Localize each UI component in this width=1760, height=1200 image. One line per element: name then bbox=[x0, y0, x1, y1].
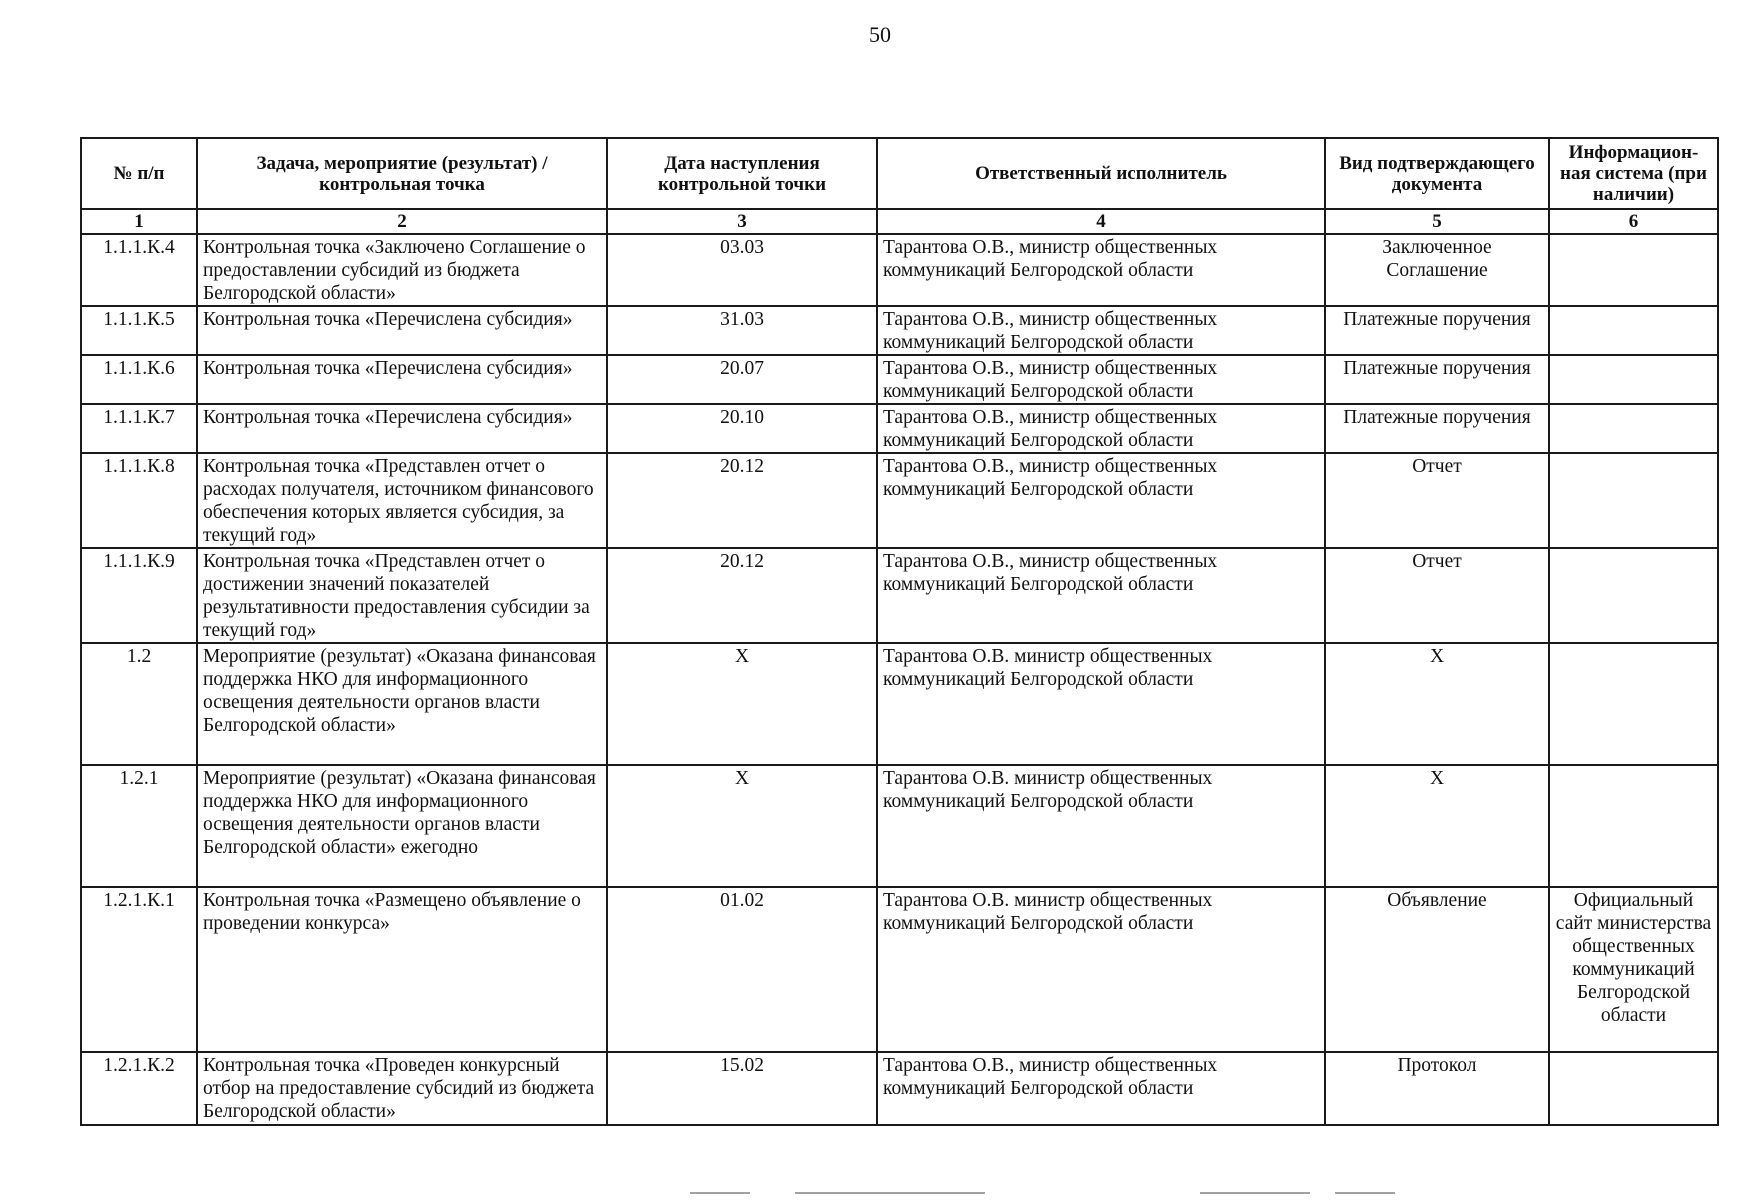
row-number: 1.1.1.К.5 bbox=[81, 306, 197, 355]
table-row bbox=[81, 1052, 1718, 1125]
row-document: Платежные поручения bbox=[1325, 404, 1549, 453]
row-date: 20.12 bbox=[607, 453, 877, 548]
row-task: Контрольная точка «Перечислена субсидия» bbox=[197, 355, 607, 404]
row-document: Объявление bbox=[1325, 887, 1549, 1052]
header-num: № п/п bbox=[81, 138, 197, 209]
row-date: Х bbox=[607, 643, 877, 765]
row-system: Официальный сайт министерства общественных коммуникаций Белгородской области bbox=[1549, 887, 1718, 1052]
row-system bbox=[1549, 355, 1718, 404]
row-system bbox=[1549, 453, 1718, 548]
row-date: 20.12 bbox=[607, 548, 877, 643]
row-system bbox=[1549, 765, 1718, 887]
column-number: 4 bbox=[877, 209, 1325, 234]
row-task: Контрольная точка «Размещено объявление о проведении конкурса» bbox=[197, 887, 607, 1052]
row-task: Контрольная точка «Заключено Соглашение о предоставлении субсидий из бюджета Белгородской области» bbox=[197, 234, 607, 306]
row-document: Платежные поручения bbox=[1325, 306, 1549, 355]
row-date: 03.03 bbox=[607, 234, 877, 306]
row-number: 1.1.1.К.8 bbox=[81, 453, 197, 548]
row-system bbox=[1549, 404, 1718, 453]
row-executor: Тарантова О.В. министр общественных коммуникаций Белгородской области bbox=[877, 765, 1325, 887]
row-system bbox=[1549, 234, 1718, 306]
header-executor: Ответственный исполнитель bbox=[877, 138, 1325, 209]
column-number: 2 bbox=[197, 209, 607, 234]
table-row bbox=[81, 887, 1718, 1052]
row-executor: Тарантова О.В. министр общественных коммуникаций Белгородской области bbox=[877, 643, 1325, 765]
row-system bbox=[1549, 548, 1718, 643]
row-document: Х bbox=[1325, 765, 1549, 887]
row-number: 1.2.1 bbox=[81, 765, 197, 887]
row-executor: Тарантова О.В., министр общественных коммуникаций Белгородской области bbox=[877, 234, 1325, 306]
row-date: 20.10 bbox=[607, 404, 877, 453]
row-executor: Тарантова О.В., министр общественных коммуникаций Белгородской области bbox=[877, 355, 1325, 404]
table-row bbox=[81, 404, 1718, 453]
row-date: Х bbox=[607, 765, 877, 887]
header-date: Дата наступления контрольной точки bbox=[607, 138, 877, 209]
row-number: 1.1.1.К.6 bbox=[81, 355, 197, 404]
column-number-row bbox=[81, 209, 1718, 234]
row-system bbox=[1549, 306, 1718, 355]
row-number: 1.2.1.К.2 bbox=[81, 1052, 197, 1125]
row-task: Контрольная точка «Представлен отчет о расходах получателя, источником финансового обеспечения которых является субсидия, за текущий год» bbox=[197, 453, 607, 548]
row-system bbox=[1549, 1052, 1718, 1125]
row-number: 1.1.1.К.4 bbox=[81, 234, 197, 306]
table-row bbox=[81, 643, 1718, 765]
column-number: 6 bbox=[1549, 209, 1718, 234]
table-row bbox=[81, 234, 1718, 306]
row-number: 1.1.1.К.9 bbox=[81, 548, 197, 643]
row-task: Контрольная точка «Перечислена субсидия» bbox=[197, 306, 607, 355]
row-document: Х bbox=[1325, 643, 1549, 765]
column-number: 3 bbox=[607, 209, 877, 234]
scan-artifact-line bbox=[1200, 1192, 1310, 1194]
page-number: 50 bbox=[869, 22, 891, 47]
table-row bbox=[81, 765, 1718, 887]
scan-artifact-line bbox=[795, 1192, 985, 1194]
scan-artifact-line bbox=[690, 1192, 750, 1194]
row-executor: Тарантова О.В., министр общественных коммуникаций Белгородской области bbox=[877, 404, 1325, 453]
row-document: Платежные поручения bbox=[1325, 355, 1549, 404]
header-system: Информацион-ная система (при наличии) bbox=[1549, 138, 1718, 209]
row-executor: Тарантова О.В., министр общественных коммуникаций Белгородской области bbox=[877, 306, 1325, 355]
row-number: 1.2.1.К.1 bbox=[81, 887, 197, 1052]
row-task: Контрольная точка «Перечислена субсидия» bbox=[197, 404, 607, 453]
table-row bbox=[81, 355, 1718, 404]
header-document: Вид подтверждающего документа bbox=[1325, 138, 1549, 209]
column-number: 5 bbox=[1325, 209, 1549, 234]
row-task: Мероприятие (результат) «Оказана финансовая поддержка НКО для информационного освещения деятельности органов власти Белгородской области» ежегодно bbox=[197, 765, 607, 887]
scan-artifact-line bbox=[1335, 1192, 1395, 1194]
table-row bbox=[81, 306, 1718, 355]
row-number: 1.1.1.К.7 bbox=[81, 404, 197, 453]
table-row bbox=[81, 453, 1718, 548]
row-date: 20.07 bbox=[607, 355, 877, 404]
column-number: 1 bbox=[81, 209, 197, 234]
row-executor: Тарантова О.В. министр общественных коммуникаций Белгородской области bbox=[877, 887, 1325, 1052]
row-number: 1.2 bbox=[81, 643, 197, 765]
row-executor: Тарантова О.В., министр общественных коммуникаций Белгородской области bbox=[877, 1052, 1325, 1125]
row-document: Отчет bbox=[1325, 453, 1549, 548]
row-date: 01.02 bbox=[607, 887, 877, 1052]
control-points-table bbox=[80, 137, 1719, 1126]
row-date: 31.03 bbox=[607, 306, 877, 355]
row-task: Контрольная точка «Представлен отчет о достижении значений показателей результативности предоставления субсидии за текущий год» bbox=[197, 548, 607, 643]
row-task: Контрольная точка «Проведен конкурсный отбор на предоставление субсидий из бюджета Белгородской области» bbox=[197, 1052, 607, 1125]
row-date: 15.02 bbox=[607, 1052, 877, 1125]
row-system bbox=[1549, 643, 1718, 765]
row-executor: Тарантова О.В., министр общественных коммуникаций Белгородской области bbox=[877, 453, 1325, 548]
header-task: Задача, мероприятие (результат) / контрольная точка bbox=[197, 138, 607, 209]
row-task: Мероприятие (результат) «Оказана финансовая поддержка НКО для информационного освещения деятельности органов власти Белгородской области» bbox=[197, 643, 607, 765]
row-document: Протокол bbox=[1325, 1052, 1549, 1125]
table-row bbox=[81, 548, 1718, 643]
row-executor: Тарантова О.В., министр общественных коммуникаций Белгородской области bbox=[877, 548, 1325, 643]
row-document: Заключенное Соглашение bbox=[1325, 234, 1549, 306]
header-row bbox=[81, 138, 1718, 209]
row-document: Отчет bbox=[1325, 548, 1549, 643]
